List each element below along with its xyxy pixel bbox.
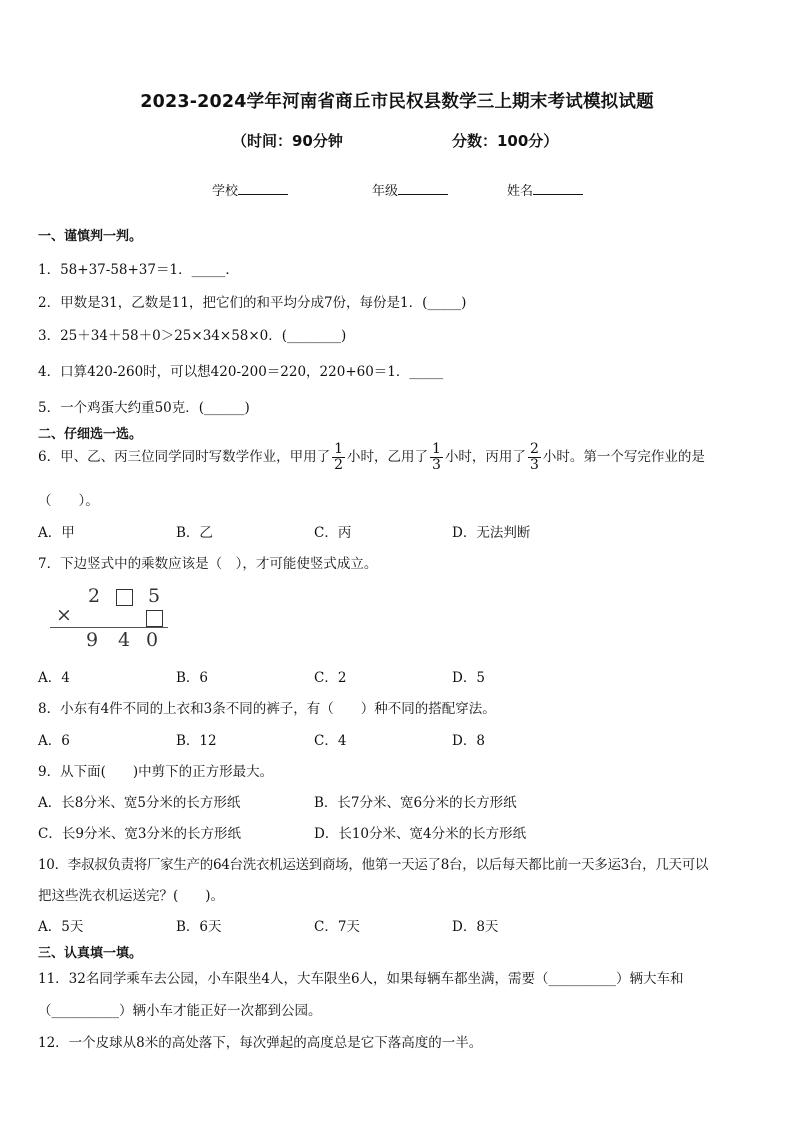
question-10-line-2: 把这些洗衣机运送完？( )。 — [38, 888, 225, 904]
product-digit: 9 — [86, 629, 99, 651]
q6-option-a[interactable]: A．甲 — [38, 525, 75, 541]
question-5: 5．一个鸡蛋大约重50克．(______) — [38, 400, 250, 416]
fraction-denominator: 3 — [432, 457, 441, 473]
fraction-one-third — [430, 442, 443, 473]
q8-option-b[interactable]: B．12 — [176, 733, 217, 749]
q8-option-d[interactable]: D．8 — [452, 733, 485, 749]
q9-option-c[interactable]: C．长9分米、宽3分米的长方形纸 — [38, 826, 242, 842]
question-2: 2．甲数是31，乙数是11，把它们的和平均分成7份，每份是1．(_____) — [38, 295, 467, 311]
fraction-two-thirds — [528, 442, 541, 473]
q10-option-b[interactable]: B．6天 — [176, 919, 222, 935]
q9-option-a[interactable]: A．长8分米、宽5分米的长方形纸 — [38, 795, 241, 811]
q6-option-d[interactable]: D．无法判断 — [452, 525, 531, 541]
fraction-numerator: 1 — [334, 441, 344, 457]
multiplier-blank-box — [146, 610, 163, 627]
school-field — [212, 180, 288, 199]
q6-text-c: 小时，丙用了 — [444, 449, 526, 465]
fraction-denominator: 2 — [334, 457, 344, 473]
question-11-line-2: （__________）辆小车才能正好一次都到公园。 — [38, 1003, 322, 1019]
total-score: 分数：100分） — [452, 132, 559, 150]
q7-option-a[interactable]: A．4 — [38, 670, 70, 686]
question-6 — [38, 442, 705, 473]
product-digit: 4 — [118, 629, 131, 651]
name-field — [507, 180, 583, 199]
q7-option-d[interactable]: D．5 — [452, 670, 485, 686]
section-3-heading: 三、认真填一填。 — [38, 946, 143, 961]
question-6-line-2: （ ）。 — [38, 493, 99, 509]
question-4: 4．口算420-260时，可以想420-200＝220，220+60＝1．_____ — [38, 364, 444, 380]
question-3: 3．25＋34＋58＋0＞25×34×58×0．(________) — [38, 328, 347, 344]
question-9: 9．从下面( )中剪下的正方形最大。 — [38, 764, 274, 780]
school-label: 学校 — [212, 184, 239, 199]
name-blank — [533, 182, 583, 195]
multiplicand-digit: 2 — [88, 585, 101, 607]
multiplicand-digit: 5 — [148, 585, 161, 607]
question-11: 11．32名同学乘车去公园，小车限坐4人，大车限坐6人，如果每辆车都坐满，需要（__________）辆大车和 — [38, 971, 684, 987]
school-blank — [238, 182, 288, 195]
fraction-one-half — [332, 442, 345, 473]
q10-option-d[interactable]: D．8天 — [452, 919, 499, 935]
q6-text-a: 6．甲、乙、丙三位同学同时写数学作业，甲用了 — [38, 449, 331, 465]
fraction-numerator: 2 — [529, 441, 539, 457]
question-12: 12．一个皮球从8米的高处落下，每次弹起的高度总是它下落高度的一半。 — [38, 1035, 483, 1051]
q10-option-a[interactable]: A．5天 — [38, 919, 84, 935]
fraction-numerator: 1 — [432, 441, 441, 457]
grade-field — [372, 180, 448, 199]
section-1-heading: 一、谨慎判一判。 — [38, 229, 143, 244]
grade-blank — [398, 182, 448, 195]
equals-line — [50, 627, 168, 628]
q9-option-d[interactable]: D．长10分米、宽4分米的长方形纸 — [314, 826, 527, 842]
product-digit: 0 — [146, 629, 159, 651]
section-2-heading: 二、仔细选一选。 — [38, 427, 143, 442]
page-title: 2023-2024学年河南省商丘市民权县数学三上期末考试模拟试题 — [140, 92, 654, 112]
q9-option-b[interactable]: B．长7分米、宽6分米的长方形纸 — [314, 795, 517, 811]
q7-option-b[interactable]: B．6 — [176, 670, 209, 686]
q8-option-c[interactable]: C．4 — [314, 733, 347, 749]
name-label: 姓名 — [507, 184, 534, 199]
times-sign: × — [56, 604, 72, 626]
time-limit: （时间：90分钟 — [232, 132, 343, 150]
grade-label: 年级 — [372, 184, 399, 199]
q10-option-c[interactable]: C．7天 — [314, 919, 360, 935]
question-10: 10．李叔叔负责将厂家生产的64台洗衣机运送到商场，他第一天运了8台，以后每天都比前一天多运3台，几天可以 — [38, 857, 709, 873]
q6-text-b: 小时，乙用了 — [347, 449, 429, 465]
question-1: 1．58+37-58+37＝1．_____． — [38, 262, 239, 278]
q6-option-b[interactable]: B．乙 — [176, 525, 213, 541]
fraction-denominator: 3 — [529, 457, 539, 473]
vertical-multiplication — [50, 584, 170, 654]
q6-option-c[interactable]: C．丙 — [314, 525, 352, 541]
q8-option-a[interactable]: A．6 — [38, 733, 70, 749]
blank-box — [116, 589, 133, 606]
q7-option-c[interactable]: C．2 — [314, 670, 347, 686]
question-7: 7．下边竖式中的乘数应该是（ ），才可能使竖式成立。 — [38, 556, 378, 572]
q6-text-d: 小时。第一个写完作业的是 — [542, 449, 705, 465]
question-8: 8．小东有4件不同的上衣和3条不同的裤子，有（ ）种不同的搭配穿法。 — [38, 701, 496, 717]
